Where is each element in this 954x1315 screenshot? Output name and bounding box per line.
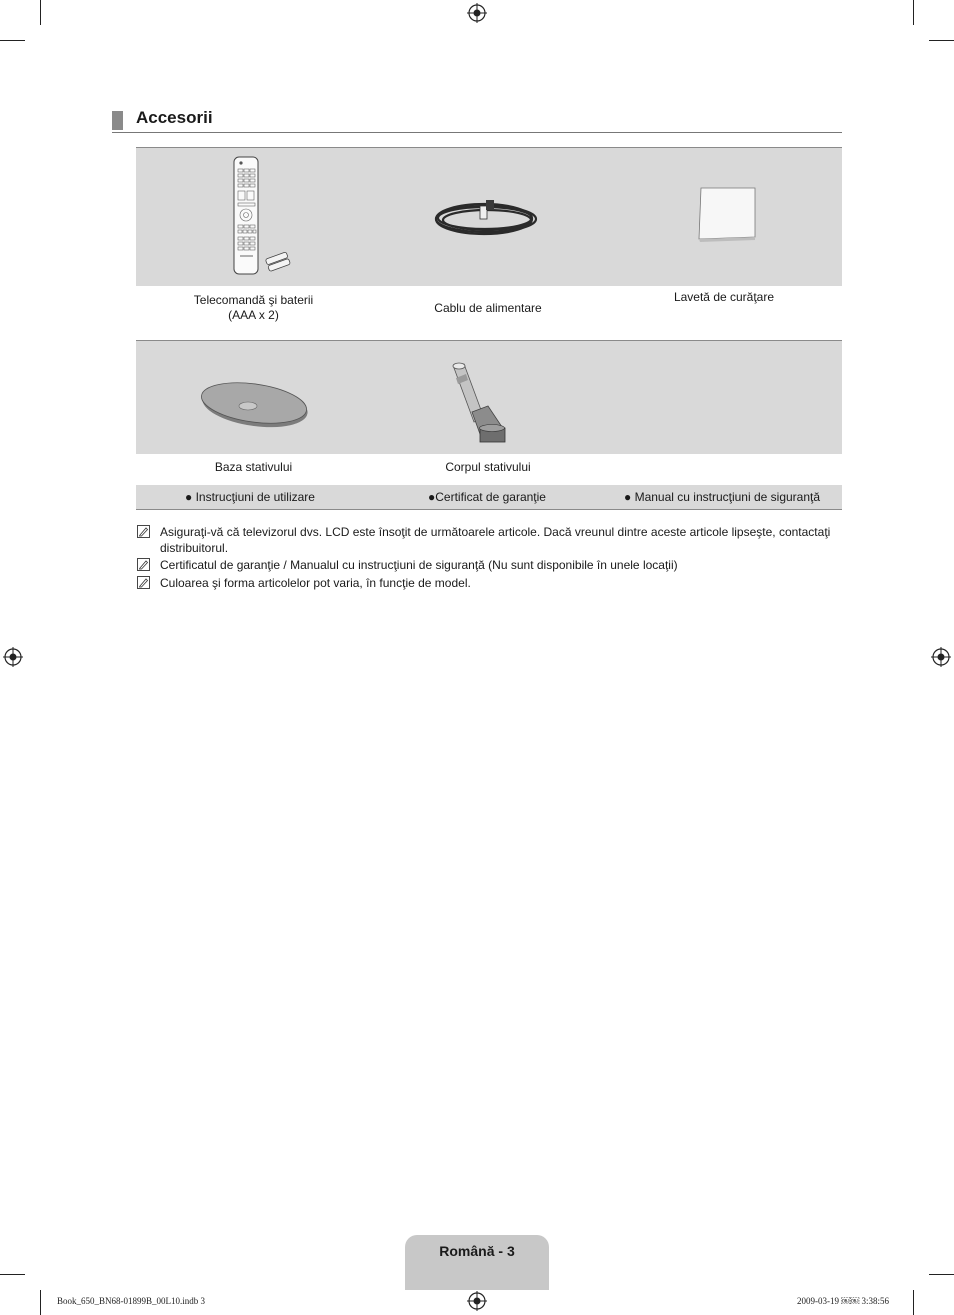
document-item: ● Instrucţiuni de utilizare bbox=[185, 490, 315, 504]
crop-mark bbox=[0, 40, 25, 41]
page-number: Română - 3 bbox=[439, 1243, 515, 1259]
accessory-label-line: (AAA x 2) bbox=[228, 308, 279, 322]
cleaning-cloth-icon bbox=[695, 185, 759, 243]
note-icon bbox=[137, 576, 150, 589]
registration-mark-icon bbox=[931, 647, 951, 667]
accessory-label-line: Telecomandă şi baterii bbox=[193, 293, 314, 307]
page-title: Accesorii bbox=[136, 108, 213, 127]
accessory-label-line: Cablu de alimentare bbox=[434, 301, 542, 315]
crop-mark bbox=[929, 40, 954, 41]
documents-row bbox=[136, 485, 842, 510]
crop-mark bbox=[913, 1290, 914, 1315]
registration-mark-icon bbox=[467, 3, 487, 23]
section-header bbox=[112, 108, 842, 133]
note-item bbox=[137, 575, 842, 591]
accessory-label-line: Corpul stativului bbox=[445, 460, 531, 474]
stand-body-icon bbox=[448, 356, 510, 444]
remote-control-icon bbox=[228, 155, 294, 277]
crop-mark bbox=[40, 1290, 41, 1315]
note-item bbox=[137, 557, 842, 573]
accessory-label-stand-base bbox=[146, 460, 361, 475]
crop-mark bbox=[40, 0, 41, 25]
print-file-info: Book_650_BN68-01899B_00L10.indb 3 bbox=[57, 1296, 206, 1306]
note-text: Certificatul de garanţie / Manualul cu instrucţiuni de siguranţă (Nu sunt disponibile în unele locaţii) bbox=[160, 558, 678, 572]
crop-mark bbox=[929, 1274, 954, 1275]
crop-mark bbox=[0, 1274, 25, 1275]
stand-base-icon bbox=[199, 380, 311, 430]
document-item: ●Certificat de garanţie bbox=[428, 490, 546, 504]
registration-mark-icon bbox=[3, 647, 23, 667]
accessory-label-remote bbox=[146, 293, 361, 323]
crop-mark bbox=[913, 0, 914, 25]
page-number-tab bbox=[405, 1235, 549, 1290]
note-item bbox=[137, 524, 842, 556]
title-marker bbox=[112, 111, 123, 130]
note-text: Culoarea şi forma articolelor pot varia, în funcţie de model. bbox=[160, 576, 471, 590]
document-item: ● Manual cu instrucţiuni de siguranţă bbox=[624, 490, 821, 504]
power-cable-icon bbox=[430, 196, 542, 242]
note-icon bbox=[137, 558, 150, 571]
accessory-label-line: Baza stativului bbox=[214, 460, 293, 474]
accessory-label-cloth bbox=[614, 290, 834, 305]
accessory-label-line: Lavetă de curăţare bbox=[673, 290, 775, 304]
accessory-label-stand-body bbox=[378, 460, 598, 475]
registration-mark-icon bbox=[467, 1291, 487, 1311]
note-text: Asiguraţi-vă că televizorul dvs. LCD este însoţit de următoarele articole. Dacă vreunul dintre aceste articole lipseşte, contactaţi distribuitorul. bbox=[160, 525, 831, 555]
note-icon bbox=[137, 525, 150, 538]
accessory-label-cable bbox=[378, 301, 598, 316]
print-timestamp: 2009-03-19 ￼￼ 3:38:56 bbox=[797, 1296, 889, 1306]
